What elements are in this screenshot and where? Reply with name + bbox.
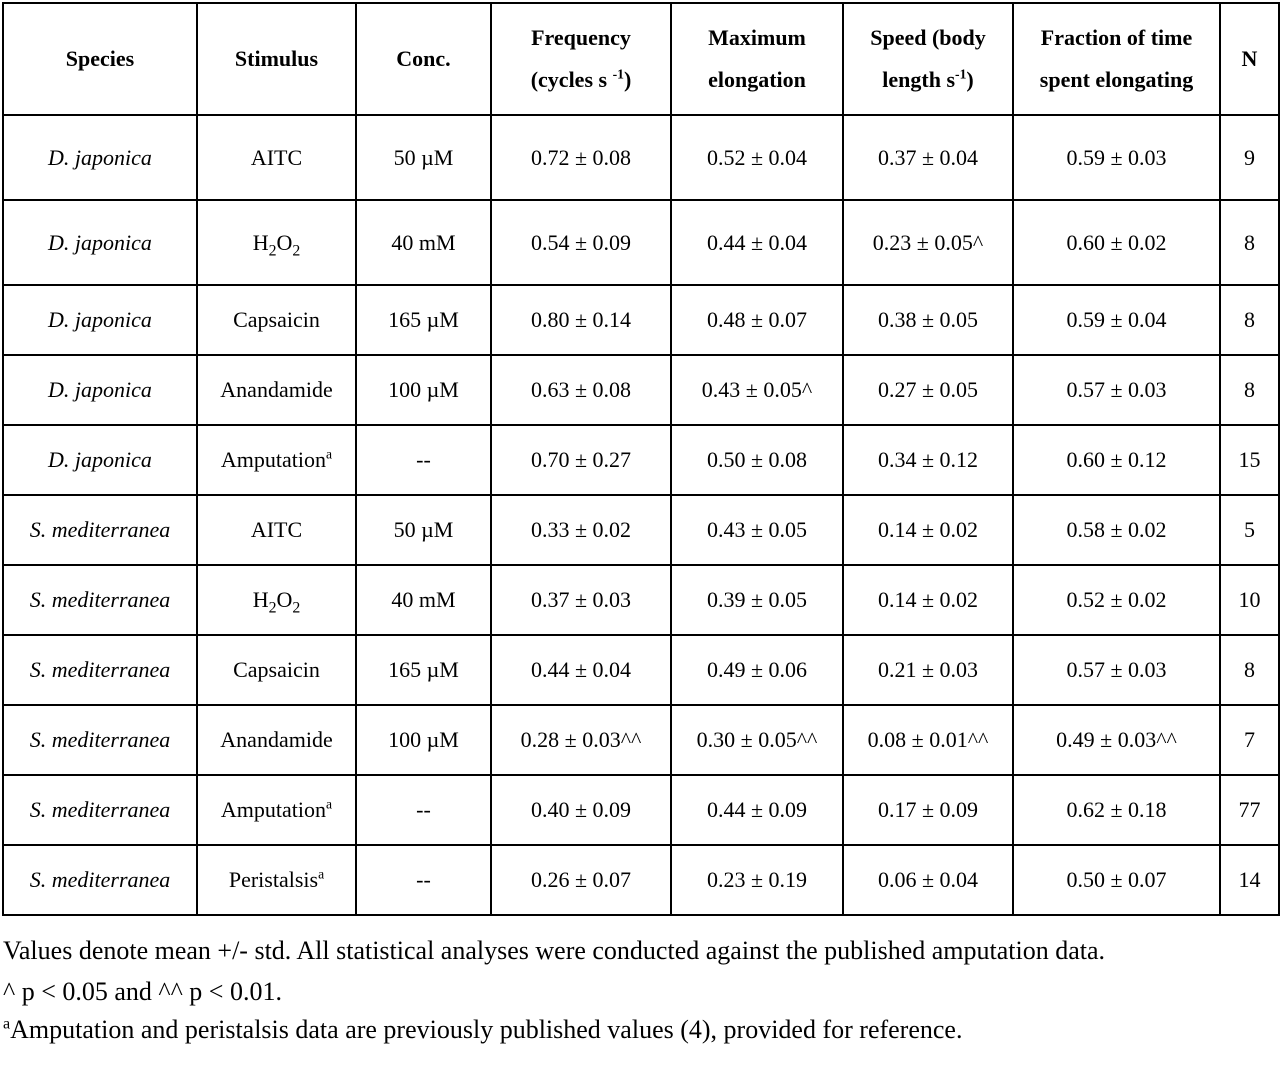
cell-speed: 0.27 ± 0.05 [843,355,1013,425]
cell-speed: 0.23 ± 0.05^ [843,200,1013,285]
cell-n: 77 [1220,775,1279,845]
header-speed: Speed (body length $s^{-1}$) [843,3,1013,115]
cell-conc: 165 µM [356,285,491,355]
cell-speed: 0.38 ± 0.05 [843,285,1013,355]
note-reference: $^a$Amputation and peristalsis data are previously published values (4), provided for reference. [3,1015,963,1044]
table-row [3,115,1279,200]
table-body [3,115,1279,915]
cell-conc: -- [356,845,491,915]
cell-conc: 100 µM [356,705,491,775]
cell-max-elongation: 0.39 ± 0.05 [671,565,843,635]
cell-n: 15 [1220,425,1279,495]
cell-n: 8 [1220,355,1279,425]
header-frequency: Frequency (cycles s $^{-1}$) [491,3,671,115]
cell-frequency: 0.54 ± 0.09 [491,200,671,285]
header-fraction: Fraction of time spent elongating [1013,3,1220,115]
cell-fraction: 0.58 ± 0.02 [1013,495,1220,565]
table-row [3,705,1279,775]
table-row [3,425,1279,495]
header-n: N [1220,3,1279,115]
table-row [3,355,1279,425]
cell-species: D. japonica [3,285,197,355]
cell-speed: 0.21 ± 0.03 [843,635,1013,705]
cell-stimulus: AITC [197,495,356,565]
table-row [3,775,1279,845]
cell-n: 8 [1220,635,1279,705]
cell-frequency: 0.44 ± 0.04 [491,635,671,705]
cell-max-elongation: 0.30 ± 0.05^^ [671,705,843,775]
cell-frequency: 0.63 ± 0.08 [491,355,671,425]
cell-conc: 165 µM [356,635,491,705]
note-values: Values denote mean +/- std. All statistical analyses were conducted against the published amputation data. [3,936,1106,965]
cell-frequency: 0.70 ± 0.27 [491,425,671,495]
cell-speed: 0.34 ± 0.12 [843,425,1013,495]
cell-speed: 0.17 ± 0.09 [843,775,1013,845]
cell-fraction: 0.60 ± 0.12 [1013,425,1220,495]
cell-stimulus: Capsaicin [197,285,356,355]
cell-n: 10 [1220,565,1279,635]
cell-species: S. mediterranea [3,495,197,565]
table-row [3,285,1279,355]
cell-frequency: 0.28 ± 0.03^^ [491,705,671,775]
cell-conc: 100 µM [356,355,491,425]
cell-fraction: 0.60 ± 0.02 [1013,200,1220,285]
cell-frequency: 0.26 ± 0.07 [491,845,671,915]
cell-speed: 0.06 ± 0.04 [843,845,1013,915]
cell-n: 8 [1220,285,1279,355]
cell-frequency: 0.33 ± 0.02 [491,495,671,565]
cell-species: D. japonica [3,355,197,425]
header-stimulus: Stimulus [197,3,356,115]
cell-n: 9 [1220,115,1279,200]
cell-fraction: 0.57 ± 0.03 [1013,635,1220,705]
cell-max-elongation: 0.50 ± 0.08 [671,425,843,495]
cell-stimulus: Anandamide [197,355,356,425]
cell-fraction: 0.49 ± 0.03^^ [1013,705,1220,775]
cell-max-elongation: 0.23 ± 0.19 [671,845,843,915]
cell-fraction: 0.62 ± 0.18 [1013,775,1220,845]
cell-conc: 50 µM [356,495,491,565]
table-row [3,565,1279,635]
cell-frequency: 0.37 ± 0.03 [491,565,671,635]
cell-species: S. mediterranea [3,845,197,915]
cell-species: S. mediterranea [3,705,197,775]
note-significance: ^ p < 0.05 and ^^ p < 0.01. [3,977,282,1006]
cell-speed: 0.37 ± 0.04 [843,115,1013,200]
cell-speed: 0.14 ± 0.02 [843,565,1013,635]
cell-max-elongation: 0.43 ± 0.05 [671,495,843,565]
cell-fraction: 0.57 ± 0.03 [1013,355,1220,425]
cell-conc: -- [356,425,491,495]
cell-species: D. japonica [3,115,197,200]
table-row [3,200,1279,285]
table-notes [3,934,1273,1046]
header-species: Species [3,3,197,115]
header-max-elongation: Maximum elongation [671,3,843,115]
cell-n: 5 [1220,495,1279,565]
cell-max-elongation: 0.44 ± 0.04 [671,200,843,285]
header-conc: Conc. [356,3,491,115]
header-row [3,3,1279,115]
table-row [3,635,1279,705]
cell-stimulus: Peristalsis$^a$ [197,845,356,915]
table-row [3,845,1279,915]
table-row [3,495,1279,565]
cell-species: D. japonica [3,200,197,285]
cell-max-elongation: 0.48 ± 0.07 [671,285,843,355]
results-table [2,2,1280,916]
cell-speed: 0.14 ± 0.02 [843,495,1013,565]
cell-max-elongation: 0.44 ± 0.09 [671,775,843,845]
cell-stimulus: Amputation$^a$ [197,425,356,495]
cell-species: S. mediterranea [3,565,197,635]
cell-fraction: 0.59 ± 0.04 [1013,285,1220,355]
cell-conc: -- [356,775,491,845]
cell-conc: 50 µM [356,115,491,200]
cell-fraction: 0.59 ± 0.03 [1013,115,1220,200]
cell-stimulus: Anandamide [197,705,356,775]
cell-n: 8 [1220,200,1279,285]
cell-stimulus: $H_2O_2$ [197,200,356,285]
cell-conc: 40 mM [356,200,491,285]
cell-speed: 0.08 ± 0.01^^ [843,705,1013,775]
cell-frequency: 0.72 ± 0.08 [491,115,671,200]
cell-frequency: 0.40 ± 0.09 [491,775,671,845]
cell-stimulus: Amputation$^a$ [197,775,356,845]
cell-species: D. japonica [3,425,197,495]
cell-max-elongation: 0.43 ± 0.05^ [671,355,843,425]
cell-n: 14 [1220,845,1279,915]
cell-species: S. mediterranea [3,775,197,845]
cell-stimulus: AITC [197,115,356,200]
cell-n: 7 [1220,705,1279,775]
cell-stimulus: $H_2O_2$ [197,565,356,635]
cell-conc: 40 mM [356,565,491,635]
cell-fraction: 0.52 ± 0.02 [1013,565,1220,635]
cell-max-elongation: 0.52 ± 0.04 [671,115,843,200]
cell-frequency: 0.80 ± 0.14 [491,285,671,355]
cell-fraction: 0.50 ± 0.07 [1013,845,1220,915]
cell-max-elongation: 0.49 ± 0.06 [671,635,843,705]
cell-stimulus: Capsaicin [197,635,356,705]
cell-species: S. mediterranea [3,635,197,705]
